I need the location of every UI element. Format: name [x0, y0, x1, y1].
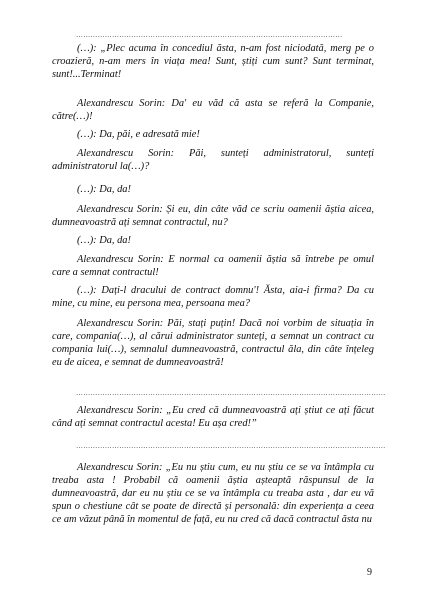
paragraph: Alexandrescu Sorin: E normal ca oamenii ăștia să întrebe pe omul care a semnat contractul!	[52, 254, 374, 278]
paragraph: Alexandrescu Sorin: Da' eu văd că asta se referă la Companie, către(…)!	[52, 98, 374, 122]
page-number: 9	[367, 567, 372, 578]
paragraph: (…): Da, da!	[77, 184, 131, 195]
separator-dots: …………………………………………………………………………………………………………………	[76, 442, 386, 450]
separator-dots: …………………………………………………………………………………………………………………	[76, 389, 386, 397]
paragraph: (…): Dați-l dracului de contract domnu'! Ăsta, aia-i firma? Da cu mine, cu mine, eu persona mea, persoana mea?	[52, 285, 374, 309]
paragraph: Alexandrescu Sorin: „Eu cred că dumneavoastră ați știut ce ați făcut când ați semnat contractul acesta! Eu așa cred!”	[52, 405, 374, 429]
paragraph: Alexandrescu Sorin: Păi, sunteți administratorul, sunteți administratorul la(…)?	[52, 148, 374, 172]
paragraph: Alexandrescu Sorin: „Eu nu știu cum, eu nu știu ce se va întâmpla cu treaba asta ! Probabil că oamenii ăștia așteaptă răspunsul de la dumneavoastră, dar eu nu știu ce se va întâmpla cu treaba asta , dar eu vă spun o chestiune cât se poate de directă și personală: din experiența a ceea ce am văzut până în momentul de față, eu nu cred că dacă contractul ăsta nu	[52, 462, 374, 525]
paragraph: (…): Da, da!	[77, 235, 131, 246]
paragraph: Alexandrescu Sorin: Păi, stați puțin! Dacă noi vorbim de situația în care, compania(…), al cărui administrator sunteți, a semnat un contract cu compania lui(…), semnalul dumneavoastră, contractul ăla, din câte înțeleg eu de aicea, e semnat de dumneavoastră!	[52, 318, 374, 368]
paragraph: (…): „Plec acuma în concediul ăsta, n-am fost niciodată, merg pe o croazieră, n-am mers în viața mea! Sunt, știți cum sunt? Sunt terminat, sunt!...Terminat!	[52, 43, 374, 80]
speaker-redacted: (…):	[77, 43, 101, 54]
paragraph: Alexandrescu Sorin: Și eu, din câte văd ce scriu oamenii ăștia aicea, dumneavoastră ați semnat contractul, nu?	[52, 204, 374, 228]
paragraph: (…): Da, păi, e adresată mie!	[77, 129, 200, 140]
separator-dots: …………………………………………………………………………………………………	[76, 31, 343, 39]
